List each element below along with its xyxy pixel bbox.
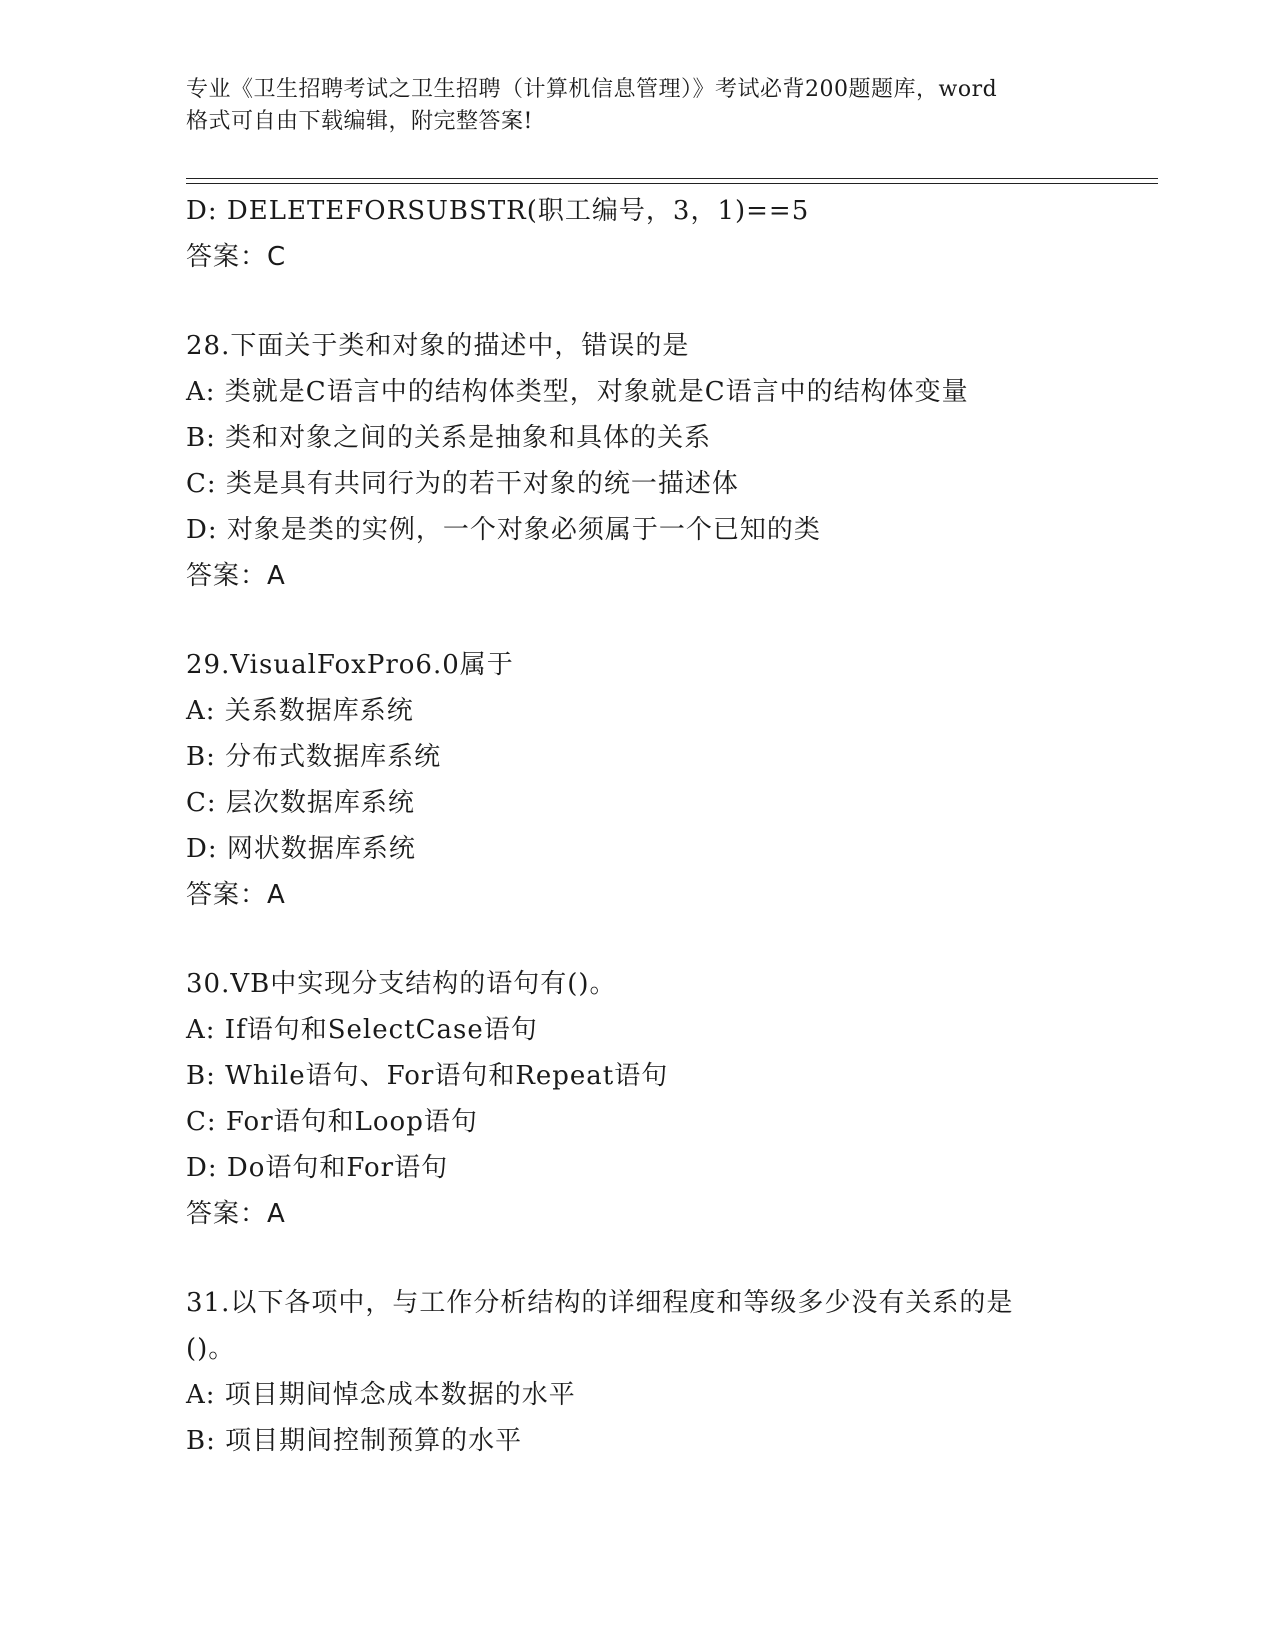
header-line-2: 格式可自由下载编辑，附完整答案! [186,109,533,134]
option-d: D: 对象是类的实例，一个对象必须属于一个已知的类 [186,515,821,545]
question-27-tail [186,188,1146,280]
header-line-1: 专业《卫生招聘考试之卫生招聘（计算机信息管理）》考试必背200题题库，word [186,77,998,102]
option-d: D: DELETEFORSUBSTR(职工编号，3，1)==5 [186,196,810,226]
option-a: A: 项目期间悼念成本数据的水平 [186,1380,576,1410]
option-c: C: For语句和Loop语句 [186,1107,478,1137]
question-31 [186,1280,1146,1464]
question-29 [186,642,1146,918]
answer-label: 答案：A [186,561,286,591]
question-stem-line-2: ()。 [186,1334,236,1364]
question-30 [186,961,1146,1237]
spacer [186,918,1146,961]
option-d: D: Do语句和For语句 [186,1153,449,1183]
option-b: B: 分布式数据库系统 [186,742,442,772]
header-divider-bottom [186,183,1158,184]
question-content [186,188,1146,1464]
question-stem: 29.VisualFoxPro6.0属于 [186,650,514,680]
option-a: A: 类就是C语言中的结构体类型，对象就是C语言中的结构体变量 [186,377,969,407]
header-divider-top [186,178,1158,179]
question-28 [186,323,1146,599]
question-stem: 30.VB中实现分支结构的语句有()。 [186,969,617,999]
answer-label: 答案：C [186,242,287,272]
answer-label: 答案：A [186,880,286,910]
option-c: C: 类是具有共同行为的若干对象的统一描述体 [186,469,739,499]
option-b: B: 类和对象之间的关系是抽象和具体的关系 [186,423,712,453]
spacer [186,280,1146,323]
question-stem: 28.下面关于类和对象的描述中，错误的是 [186,331,690,361]
answer-label: 答案：A [186,1199,286,1229]
option-b: B: While语句、For语句和Repeat语句 [186,1061,669,1091]
spacer [186,599,1146,642]
spacer [186,1237,1146,1280]
option-a: A: 关系数据库系统 [186,696,414,726]
option-b: B: 项目期间控制预算的水平 [186,1426,523,1456]
option-d: D: 网状数据库系统 [186,834,416,864]
question-stem-line-1: 31.以下各项中，与工作分析结构的详细程度和等级多少没有关系的是 [186,1288,1014,1318]
document-header [186,74,1086,138]
option-c: C: 层次数据库系统 [186,788,415,818]
option-a: A: If语句和SelectCase语句 [186,1015,538,1045]
